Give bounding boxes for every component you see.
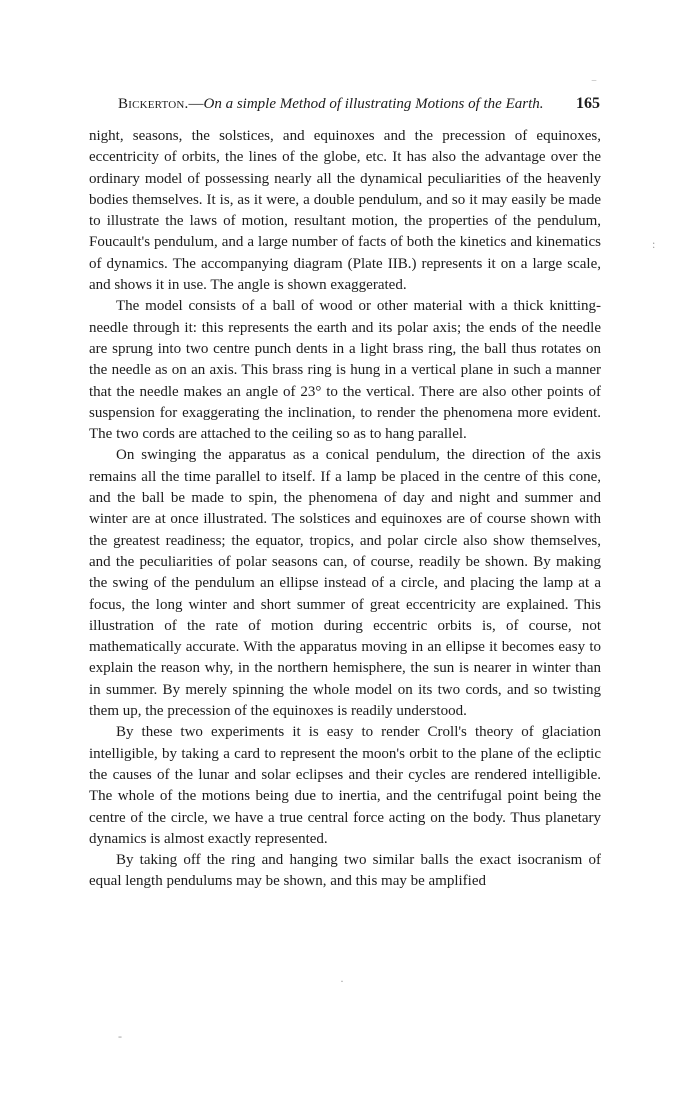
- body-text: [89, 126, 601, 893]
- page-number: 165: [576, 95, 600, 112]
- scan-speck: :: [652, 237, 656, 251]
- running-header: [118, 93, 600, 115]
- paragraph-4: By these two experiments it is easy to render Croll's theory of glaciation intelligible, by taking a card to represent the moon's orbit to the plane of the ecliptic the causes of the lunar and solar eclipses and their cycles are rendered intelligible. The whole of the motions being due to inertia, and the centrifugal point being the centre of the circle, we have a true central force acting on the body. Thus planetary dynamics is almost exactly represented.: [89, 724, 601, 847]
- scan-speck: -: [118, 1029, 122, 1043]
- paragraph-3: On swinging the apparatus as a conical pendulum, the direction of the axis remains all the time parallel to itself. If a lamp be placed in the centre of this cone, and the ball be made to spin, the phenomena of day and night and summer and winter are at once illustrated. The solstices and equinoxes are of course shown with the greatest readiness; the equator, tropics, and polar circle also show themselves, and the peculiarities of polar seasons can, of course, readily be shown. By making the swing of the pendulum an ellipse instead of a circle, and placing the lamp at a focus, the long winter and short summer of great eccentricity are explained. This illustration of the rate of motion during eccentric orbits is, of course, not mathematically accurate. With the apparatus moving in an ellipse it becomes easy to explain the reason why, in the northern hemisphere, the sun is nearer in winter than in summer. By merely spinning the whole model on its two cords, and so twisting them up, the precession of the equinoxes is readily understood.: [89, 447, 601, 720]
- paragraph-2: The model consists of a ball of wood or other material with a thick knitting-needle through it: this represents the earth and its polar axis; the ends of the needle are sprung into two centre punch dents in a light brass ring, the ball thus rotates on the needle as on an axis. This brass ring is hung in a vertical plane in such a manner that the needle makes an angle of 23° to the vertical. There are also other points of suspension for exaggerating the inclination, to render the phenomena more evident. The two cords are attached to the ceiling so as to hang parallel.: [89, 298, 601, 443]
- paragraph-1: night, seasons, the solstices, and equinoxes and the precession of equinoxes, eccentricity of orbits, the lines of the globe, etc. It has also the advantage over the ordinary model of possessing nearly all the dynamical peculiarities of the heavenly bodies themselves. It is, as it were, a double pendulum, and so it may easily be made to illustrate the laws of motion, resultant motion, the properties of the pendulum, Foucault's pendulum, and a large number of facts of both the kinetics and kinematics of dynamics. The accompanying diagram (Plate IIB.) represents it on a large scale, and shows it in use. The angle is shown exaggerated.: [89, 128, 601, 294]
- paragraph-5: By taking off the ring and hanging two similar balls the exact isocranism of equal length pendulums may be shown, and this may be amplified: [89, 852, 601, 890]
- header-title: On a simple Method of illustrating Motions of the Earth.: [203, 96, 544, 112]
- scan-speck: ‾: [592, 79, 596, 93]
- scan-speck: ·: [340, 974, 344, 988]
- header-dash: —: [188, 96, 204, 112]
- header-author: Bickerton.: [118, 96, 189, 112]
